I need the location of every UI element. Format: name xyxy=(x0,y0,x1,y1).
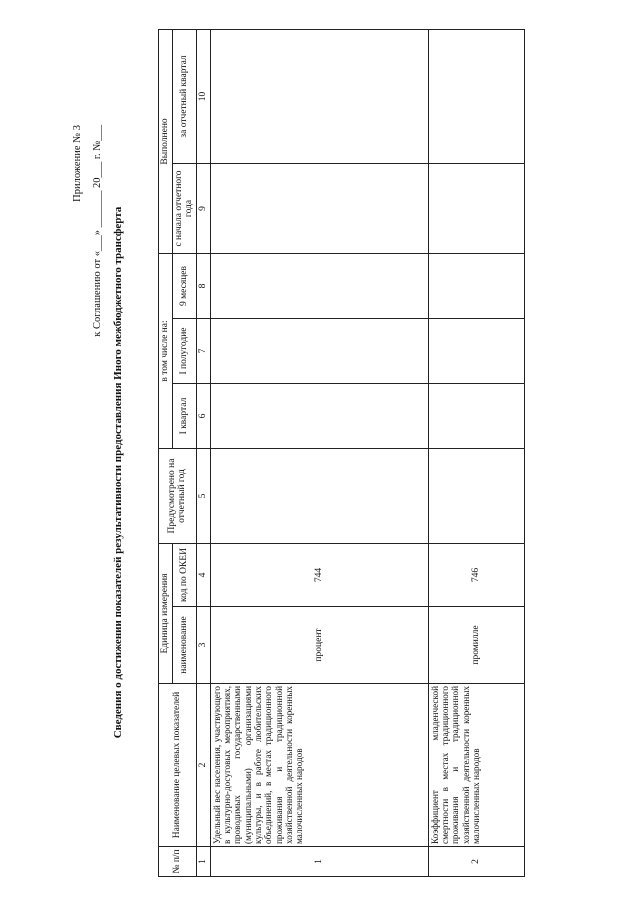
header-unit-code: код по ОКЕИ xyxy=(172,544,196,607)
planned-cell xyxy=(428,449,524,544)
header-planned: Предусмотрено на отчетный год xyxy=(159,449,197,544)
q1-cell xyxy=(428,384,524,449)
header-q1: I квартал xyxy=(172,384,196,449)
unit-code: 746 xyxy=(428,544,524,607)
column-number: 4 xyxy=(196,544,210,607)
m9-cell xyxy=(428,253,524,318)
annex-label: Приложение № 3 xyxy=(72,125,83,202)
unit-name: процент xyxy=(210,607,428,684)
header-unit-group: Единица измерения xyxy=(159,544,173,684)
column-number: 3 xyxy=(196,607,210,684)
header-from-start: с начала отчетного года xyxy=(172,163,196,253)
header-per-quarter: за отчетный квартал xyxy=(172,29,196,163)
row-number: 2 xyxy=(428,847,524,877)
header-done-group: Выполнено xyxy=(159,29,173,253)
q1-cell xyxy=(210,384,428,449)
column-number: 2 xyxy=(196,684,210,847)
row-number: 1 xyxy=(210,847,428,877)
per-quarter-cell xyxy=(428,29,524,163)
column-number: 8 xyxy=(196,253,210,318)
h1-cell xyxy=(210,319,428,384)
column-numbers-row xyxy=(196,29,210,876)
header-incl-group: в том числе на: xyxy=(159,253,173,448)
agreement-reference: к Соглашению от «___» _______ 20___ г. №___ xyxy=(92,125,103,337)
column-number: 1 xyxy=(196,847,210,877)
indicators-table xyxy=(158,29,525,877)
from-start-cell xyxy=(210,163,428,253)
header-indicator: Наименование целевых показателей xyxy=(159,684,197,847)
from-start-cell xyxy=(428,163,524,253)
header-m9: 9 месяцев xyxy=(172,253,196,318)
column-number: 5 xyxy=(196,449,210,544)
h1-cell xyxy=(428,319,524,384)
column-number: 6 xyxy=(196,384,210,449)
indicator-name: Коэффициент младенческой смертности в местах традиционного проживания и традиционной хозяйственной деятельности коренных малочисленных народов xyxy=(428,684,524,847)
unit-code: 744 xyxy=(210,544,428,607)
table-row xyxy=(428,29,524,876)
m9-cell xyxy=(210,253,428,318)
indicator-name: Удельный вес населения, участвующего в культурно-досуговых мероприятиях, проводимых государственными (муниципальными) организациями культуры, и в работе любительских объединений, в местах традиционного проживания и традиционной хозяйственной деятельности коренных малочисленных народов xyxy=(210,684,428,847)
header-no: № п/п xyxy=(159,847,197,877)
table-row xyxy=(210,29,428,876)
unit-name: промилле xyxy=(428,607,524,684)
header-unit-name: наименование xyxy=(172,607,196,684)
column-number: 10 xyxy=(196,29,210,163)
document-title: Сведения о достижении показателей результативности предоставления Иного межбюджетного трансферта xyxy=(112,206,124,739)
column-number: 9 xyxy=(196,163,210,253)
planned-cell xyxy=(210,449,428,544)
column-number: 7 xyxy=(196,319,210,384)
per-quarter-cell xyxy=(210,29,428,163)
header-h1: I полугодие xyxy=(172,319,196,384)
